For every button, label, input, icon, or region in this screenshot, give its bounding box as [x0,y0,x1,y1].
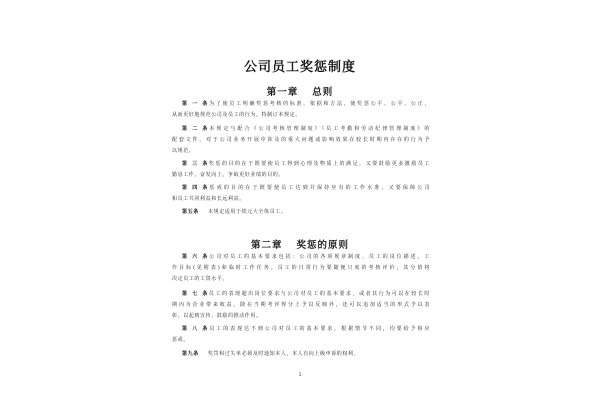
article-line: 第七条员工的表现超出岗位要求与公司对员工的基本要求，或者其行为可以在较长时 [172,289,430,300]
chapter-1-title: 总则 [312,87,334,98]
article-number: 第八条 [182,326,208,332]
article-line: 第三条奖惩的目的在于既要使员工得到心理及物质上的满足，又要鼓励更多激励员工 [172,159,430,170]
page-number: 1 [298,373,302,378]
article-number: 第四条 [182,185,208,191]
article-9 [172,349,430,360]
document-title: 公司员工奖惩制度 [243,60,356,75]
article-4 [172,183,430,205]
article-number: 第六条 [182,254,208,260]
article-line: 惩戒。 [172,337,189,343]
chapter-2-heading [0,237,600,251]
chapter-2-number: 第二章 [250,240,283,251]
article-line: 配套文件，对于公司业务开展中涉及的重大问题或影响效果在较长时期内存在的行为予 [172,137,430,143]
article-line: 第二条本规定与配合《公司考核管理制度》《员工考勤和劳动纪律管理制度》的 [172,124,430,135]
article-8 [172,324,430,346]
article-line: 第九条 奖罚和过失单必须及时通知本人，本人有向上级申诉的权利。 [172,349,430,360]
article-1 [172,99,430,121]
chapter-2-title: 奖惩的原则 [296,240,350,251]
article-number: 第七条 [182,291,208,297]
article-line: 第一条为了使员工明确奖惩考核的标准、依据和方法，使奖惩公平、公平、公正， [172,99,430,110]
article-line: 第八条员工的表现达不到公司对员工的基本要求，根据情节不同，均要给予相应 [172,324,430,335]
article-line: 第四条惩戒的目的在于既要使员工达到并保持应有的工作水准，又要保障公司 [172,183,430,194]
article-line: 决定员工的工资水平。 [172,276,229,282]
article-number: 第五条 [182,209,199,215]
article-line: 作目标(见附表)和临时工作任务。员工的日常行为要随便只度的考核评价，其分值将 [172,265,430,271]
article-line: 期内为企业带来收益，除在当期考评得分上予以反映外，还可以追加适当的形式予以表 [172,302,430,308]
article-2 [172,124,430,157]
article-number: 第九条 [182,351,199,357]
article-7 [172,289,430,322]
article-number: 第一条 [182,101,208,107]
article-6 [172,252,430,285]
article-line: 第六条公司对员工的基本要求包括：公司的各项规章制度、员工的岗位描述、工 [172,252,430,263]
article-line: 以规范。 [172,148,195,154]
chapter-1-number: 第一章 [266,87,299,98]
chapter-1-heading [0,84,600,98]
article-line: 第五条 本规定适用于铁元大全体员工。 [172,207,430,218]
article-line: 从而更好地规范公司及员工的行为，特制订本规定。 [172,112,301,118]
article-3 [172,159,430,181]
article-number: 第三条 [182,161,208,167]
article-line: 勤恳工作，奋发向上，争取更好业绩的目的。 [172,172,285,178]
article-number: 第二条 [182,126,208,132]
article-line: 和员工共同利益和长远利益。 [172,196,245,202]
article-5 [172,207,430,218]
article-line: 彰，以起到宣传、鼓励的推动作用。 [172,313,262,319]
